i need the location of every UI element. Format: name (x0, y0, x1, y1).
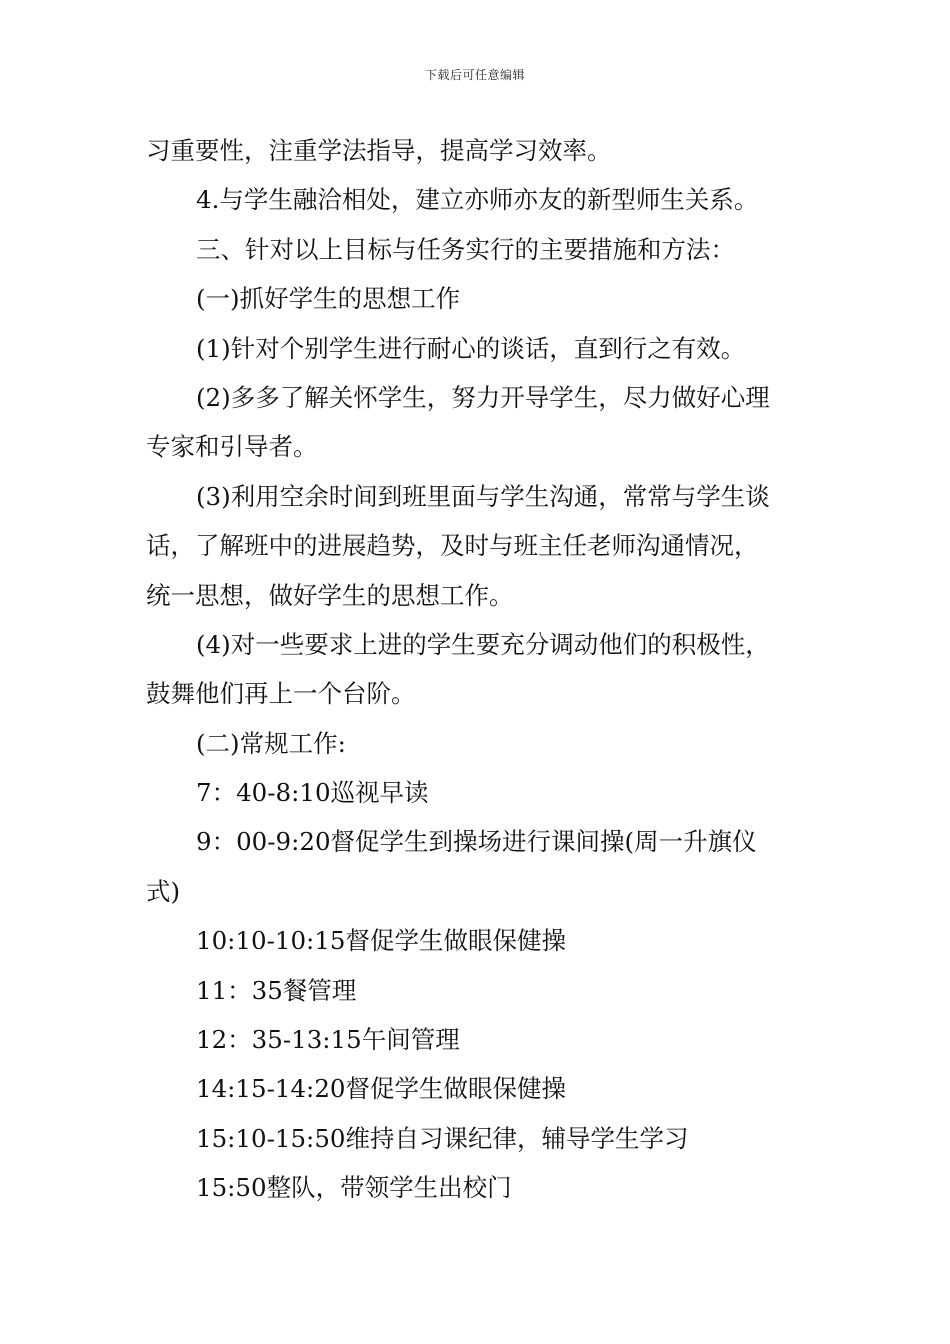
paragraph-line: (2)多多了解关怀学生，努力开导学生，尽力做好心理 (196, 382, 770, 412)
paragraph-line: 话，了解班中的进展趋势，及时与班主任老师沟通情况， (146, 531, 759, 561)
schedule-item: 15:10-15:50维持自习课纪律，辅导学生学习 (196, 1123, 689, 1153)
paragraph-line: 4.与学生融洽相处，建立亦师亦友的新型师生关系。 (196, 185, 759, 215)
paragraph-line: 习重要性，注重学法指导，提高学习效率。 (146, 136, 612, 165)
paragraph-line: (1)针对个别学生进行耐心的谈话，直到行之有效。 (196, 333, 746, 363)
schedule-item: 14:15-14:20督促学生做眼保健操 (196, 1074, 566, 1104)
schedule-item: 12：35-13:15午间管理 (196, 1025, 460, 1055)
schedule-item: 9：00-9:20督促学生到操场进行课间操(周一升旗仪 (196, 827, 757, 857)
section-heading: 三、针对以上目标与任务实行的主要措施和方法： (196, 234, 735, 264)
schedule-item: 10:10-10:15督促学生做眼保健操 (196, 926, 566, 956)
page-header: 下载后可任意编辑 (424, 68, 525, 82)
paragraph-line: 统一思想，做好学生的思想工作。 (146, 580, 514, 610)
schedule-item-continuation: 式) (146, 876, 181, 906)
schedule-item: 7：40-8:10巡视早读 (196, 778, 429, 808)
paragraph-line: 鼓舞他们再上一个台阶。 (146, 679, 416, 709)
paragraph-line: (3)利用空余时间到班里面与学生沟通，常常与学生谈 (196, 481, 770, 511)
subsection-heading: (一)抓好学生的思想工作 (196, 284, 461, 314)
paragraph-line: (4)对一些要求上进的学生要充分调动他们的积极性， (196, 629, 770, 659)
schedule-item: 11：35餐管理 (196, 975, 357, 1005)
schedule-item: 15:50整队，带领学生出校门 (196, 1173, 512, 1203)
subsection-heading: (二)常规工作: (196, 728, 346, 758)
document-body (146, 126, 811, 1213)
paragraph-line: 专家和引导者。 (146, 432, 318, 462)
